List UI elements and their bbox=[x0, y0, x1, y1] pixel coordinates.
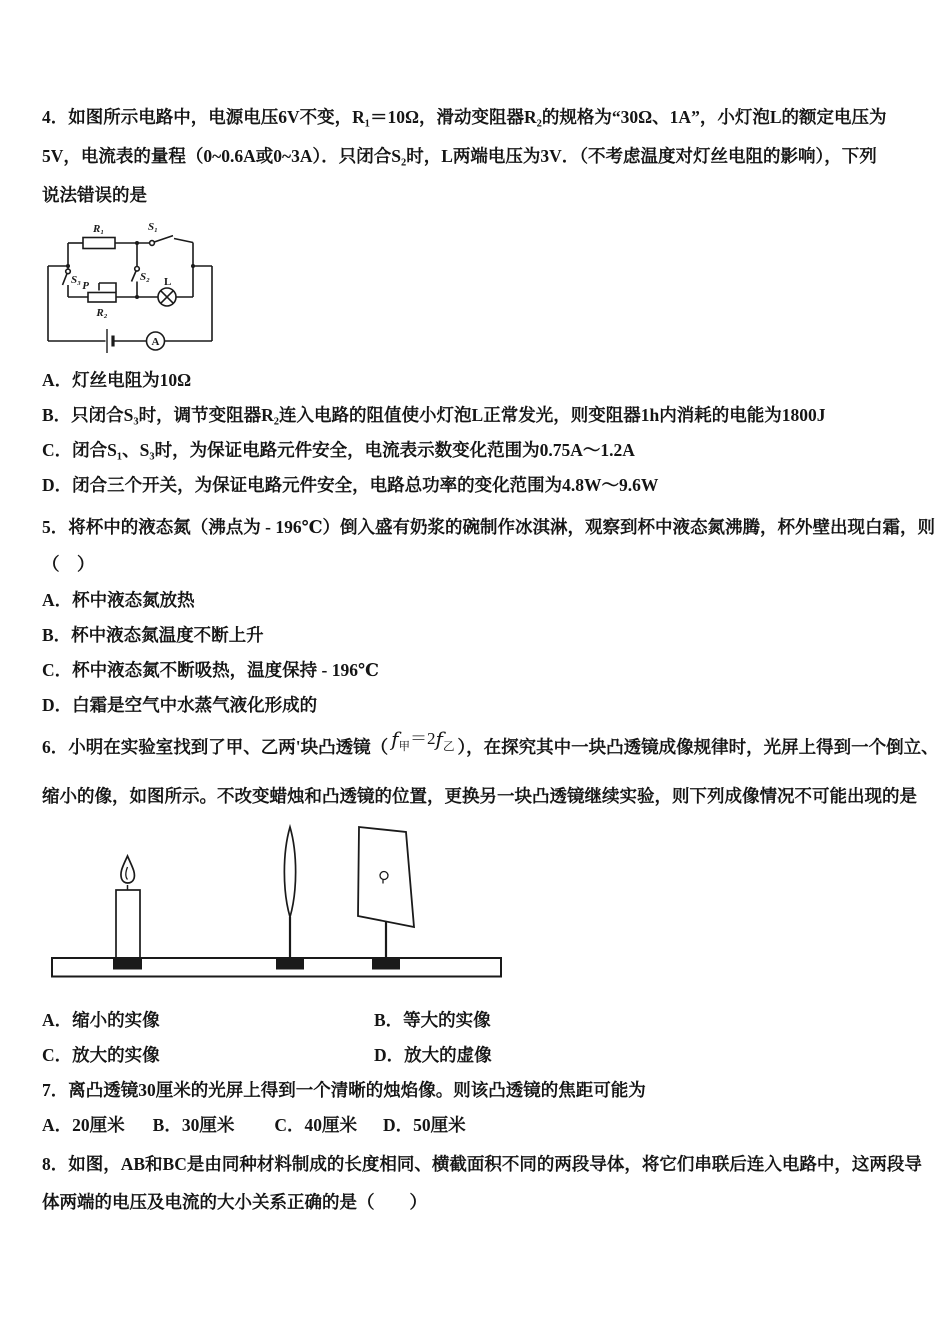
label-s3: S₃ bbox=[71, 274, 81, 286]
q5-line-1: 5．将杯中的液态氮（沸点为 - 196℃）倒入盛有奶浆的碗制作冰淇淋，观察到杯中液态氮沸腾，杯外壁出现白霜，则 bbox=[42, 517, 936, 537]
q6-line1-pre: 6．小明在实验室找到了甲、乙两'块凸透镜（ bbox=[42, 737, 389, 757]
q7-option-d: D．50厘米 bbox=[382, 1115, 466, 1135]
q4-line-3: 说法错误的是 bbox=[42, 185, 147, 205]
q6-line1-post: ），在探究其中一块凸透镜成像规律时，光屏上得到一个倒立、 bbox=[457, 737, 939, 757]
label-a: A bbox=[151, 336, 160, 348]
q6-options bbox=[42, 1003, 914, 1073]
q7-option-a: A．20厘米 bbox=[42, 1115, 125, 1135]
q6-option-d: D．放大的虚像 bbox=[374, 1045, 492, 1065]
candle-body bbox=[116, 890, 140, 958]
candle-flame-inner bbox=[126, 867, 128, 880]
switch-s3-blade bbox=[63, 274, 68, 285]
candle-foot bbox=[113, 959, 142, 970]
q4-option-a: A．灯丝电阻为10Ω bbox=[42, 370, 192, 390]
q7-option-c: C．40厘米 bbox=[274, 1115, 357, 1135]
switch-s1-contact bbox=[150, 241, 155, 246]
label-r1: R₁ bbox=[93, 223, 105, 235]
label-s1: S₁ bbox=[148, 221, 158, 233]
q7-option-b: B．30厘米 bbox=[152, 1115, 235, 1135]
q6-line-2: 缩小的像，如图所示。不改变蜡烛和凸透镜的位置，更换另一块凸透镜继续实验，则下列成像情况不可能出现的是 bbox=[42, 786, 917, 806]
lens-foot bbox=[276, 959, 304, 970]
q6-line-1 bbox=[42, 723, 939, 777]
q5-option-d: D．白霜是空气中水蒸气液化形成的 bbox=[42, 695, 318, 715]
label-p: P bbox=[82, 280, 89, 292]
circuit-figure bbox=[45, 217, 221, 357]
slider-p-bracket bbox=[99, 283, 116, 292]
question-6 bbox=[42, 723, 939, 1073]
q4-line-1: 4．如图所示电路中，电源电压6V不变，R₁＝10Ω，滑动变阻器R₂的规格为“30Ω、1A”，小灯泡L的额定电压为 bbox=[42, 107, 887, 127]
switch-s2-contact bbox=[135, 267, 140, 272]
resistor-r1 bbox=[83, 238, 115, 249]
q6-option-b: B．等大的实像 bbox=[374, 1010, 491, 1030]
screen bbox=[358, 827, 414, 927]
switch-s2-blade bbox=[132, 271, 137, 282]
bench-feet bbox=[113, 959, 400, 970]
focal-length-formula: $f_甲=2f_乙$ bbox=[391, 727, 455, 753]
q4-option-b: B．只闭合S₃时，调节变阻器R₂连入电路的阻值使小灯泡L正常发光，则变阻器1h内消耗的电能为1800J bbox=[42, 405, 826, 425]
q5-line-2: （ ） bbox=[42, 554, 95, 574]
optical-bench-figure bbox=[50, 819, 505, 981]
question-4 bbox=[42, 98, 914, 503]
q8-line-2: 体两端的电压及电流的大小关系正确的是（ ） bbox=[42, 1192, 427, 1212]
q5-option-a: A．杯中液态氮放热 bbox=[42, 590, 195, 610]
q4-line-2: 5V，电流表的量程（0~0.6A或0~3A）．只闭合S₂时，L两端电压为3V．（不考虑温度对灯丝电阻的影响），下列 bbox=[42, 146, 877, 166]
q5-option-b: B．杯中液态氮温度不断上升 bbox=[42, 625, 264, 645]
rheostat-r2 bbox=[88, 293, 116, 303]
label-r2: R₂ bbox=[96, 307, 108, 319]
q5-option-c: C．杯中液态氮不断吸热，温度保持 - 196℃ bbox=[42, 660, 379, 680]
q4-option-d: D．闭合三个开关，为保证电路元件安全，电路总功率的变化范围为4.8W～9.6W bbox=[42, 475, 659, 495]
switch-s1-blade bbox=[154, 236, 173, 242]
q7-options bbox=[42, 1108, 914, 1143]
label-l: L bbox=[164, 276, 172, 288]
q6-option-a: A．缩小的实像 bbox=[42, 1010, 160, 1030]
switch-s3-contact bbox=[66, 269, 71, 274]
q8-line-1: 8．如图，AB和BC是由同种材料制成的长度相同、横截面积不同的两段导体，将它们串联后连入电路中，这两段导 bbox=[42, 1154, 922, 1174]
question-5 bbox=[42, 509, 936, 723]
q7-line-1: 7．离凸透镜30厘米的光屏上得到一个清晰的烛焰像。则该凸透镜的焦距可能为 bbox=[42, 1080, 646, 1100]
q6-option-c: C．放大的实像 bbox=[42, 1045, 160, 1065]
circuit-wires bbox=[48, 236, 212, 353]
question-8 bbox=[42, 1145, 922, 1221]
lamp-cross bbox=[161, 291, 174, 304]
label-s2: S₂ bbox=[140, 271, 150, 283]
q4-option-c: C．闭合S₁、S₃时，为保证电路元件安全，电流表示数变化范围为0.75A～1.2A bbox=[42, 440, 635, 460]
convex-lens bbox=[284, 827, 295, 917]
question-7 bbox=[42, 1073, 914, 1143]
screen-foot bbox=[372, 959, 400, 970]
